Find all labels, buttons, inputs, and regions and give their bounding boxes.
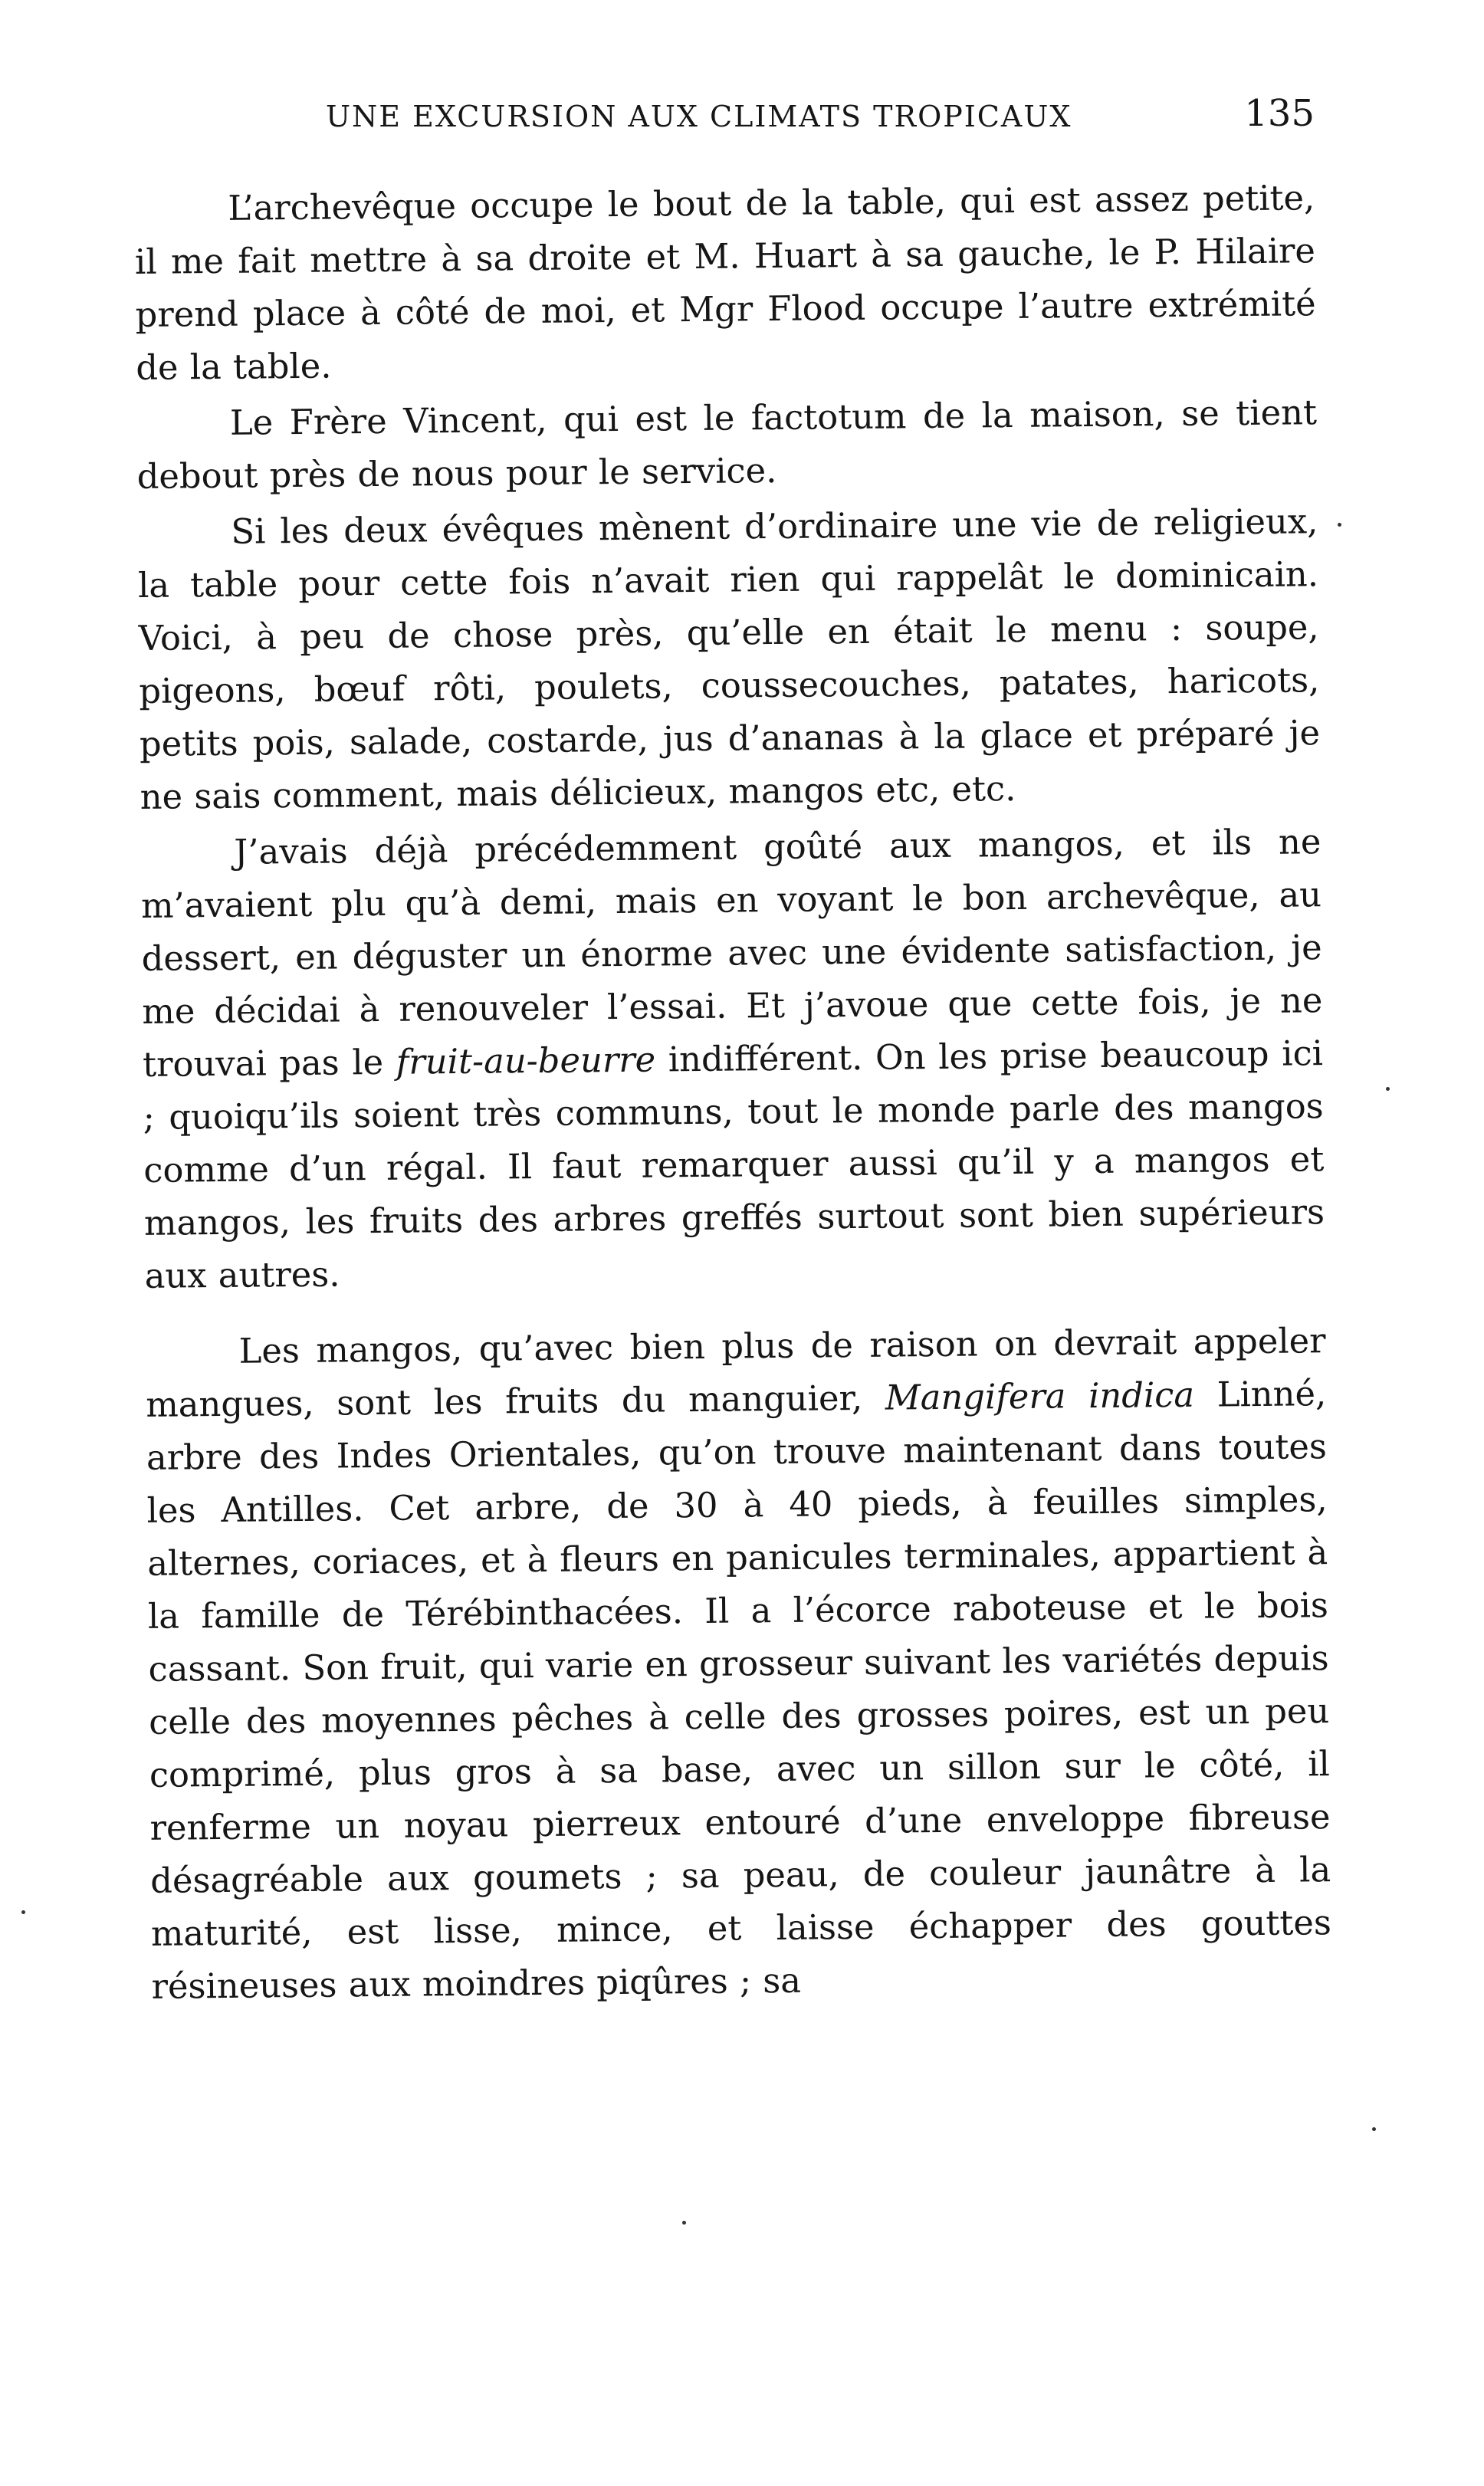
print-speck <box>682 2221 686 2225</box>
paragraph-4 <box>140 815 1325 1302</box>
page-number: 135 <box>1244 92 1315 135</box>
page-header <box>134 92 1315 146</box>
paragraph-2: Le Frère Vincent, qui est le factotum de la maison, se tient debout près de nous pour le service. <box>136 392 1318 497</box>
running-title: UNE EXCURSION AUX CLIMATS TROPICAUX <box>326 100 1072 133</box>
paragraph-3: Si les deux évêques mènent d’ordinaire une vie de religieux, la table pour cette fois n’avait rien qui rappelât le dominicain. Voici, à peu de chose près, qu’elle en était le menu : soupe, pigeons, bœuf rôti, poulets, coussecouches, patates, haricots, petits pois, salade, costarde, jus d’ananas à la glace et préparé je ne sais comment, mais délicieux, mangos etc, etc. <box>137 501 1321 817</box>
body-text <box>134 171 1332 2016</box>
print-speck <box>1372 2127 1376 2131</box>
paragraph-4-text-after: indifférent. On les prise beaucoup ici ; quoiqu’ils soient très communs, tout le monde parle des mangos comme d’un régal. Il faut remarquer aussi qu’il y a mangos et mangos, les fruits des arbres greffés surtout sont bien supérieurs aux autres. <box>143 1033 1325 1296</box>
paragraph-5-text-before: Les mangos, qu’avec bien plus de raison on devrait appeler mangues, sont les fruits du manguier, <box>146 1320 1326 1425</box>
print-speck <box>1338 523 1341 527</box>
paragraph-1: L’archevêque occupe le bout de la table, qui est assez petite, il me fait mettre à sa droite et M. Huart à sa gauche, le P. Hilaire prend place à côté de moi, et Mgr Flood occupe l’autre extrémité de la table. <box>134 177 1316 388</box>
paragraph-4-text-before: J’avais déjà précédemment goûté aux mangos, et ils ne m’avaient plu qu’à demi, mais en voyant le bon archevêque, au dessert, en déguster un énorme avec une évidente satisfaction, je me décidai à renouveler l’essai. Et j’avoue que cette fois, je ne trouvai pas le <box>140 821 1323 1085</box>
print-speck <box>1386 1087 1390 1091</box>
paragraph-5-text-after: Linné, arbre des Indes Orientales, qu’on trouve maintenant dans toutes les Antilles. Cet arbre, de 30 à 40 pieds, à feuilles simples, alternes, coriaces, et à fleurs en panicules terminales, appartient à la famille de Térébinthacées. Il a l’écorce raboteuse et le bois cassant. Son fruit, qui varie en grosseur suivant les variétés depuis celle des moyennes pêches à celle des grosses poires, est un peu comprimé, plus gros à sa base, avec un sillon sur le côté, il renferme un noyau pierreux entouré d’une enveloppe fibreuse désagréable aux goumets ; sa peau, de couleur jaunâtre à la maturité, est lisse, mince, et laisse échapper des gouttes résineuses aux moindres piqûres ; sa <box>146 1373 1332 2007</box>
paragraph-5 <box>145 1314 1332 2013</box>
print-speck <box>21 1910 25 1914</box>
paragraph-4-italic-term: fruit-au-beurre <box>396 1039 656 1082</box>
paragraph-5-italic-term: Mangifera indica <box>885 1374 1195 1418</box>
